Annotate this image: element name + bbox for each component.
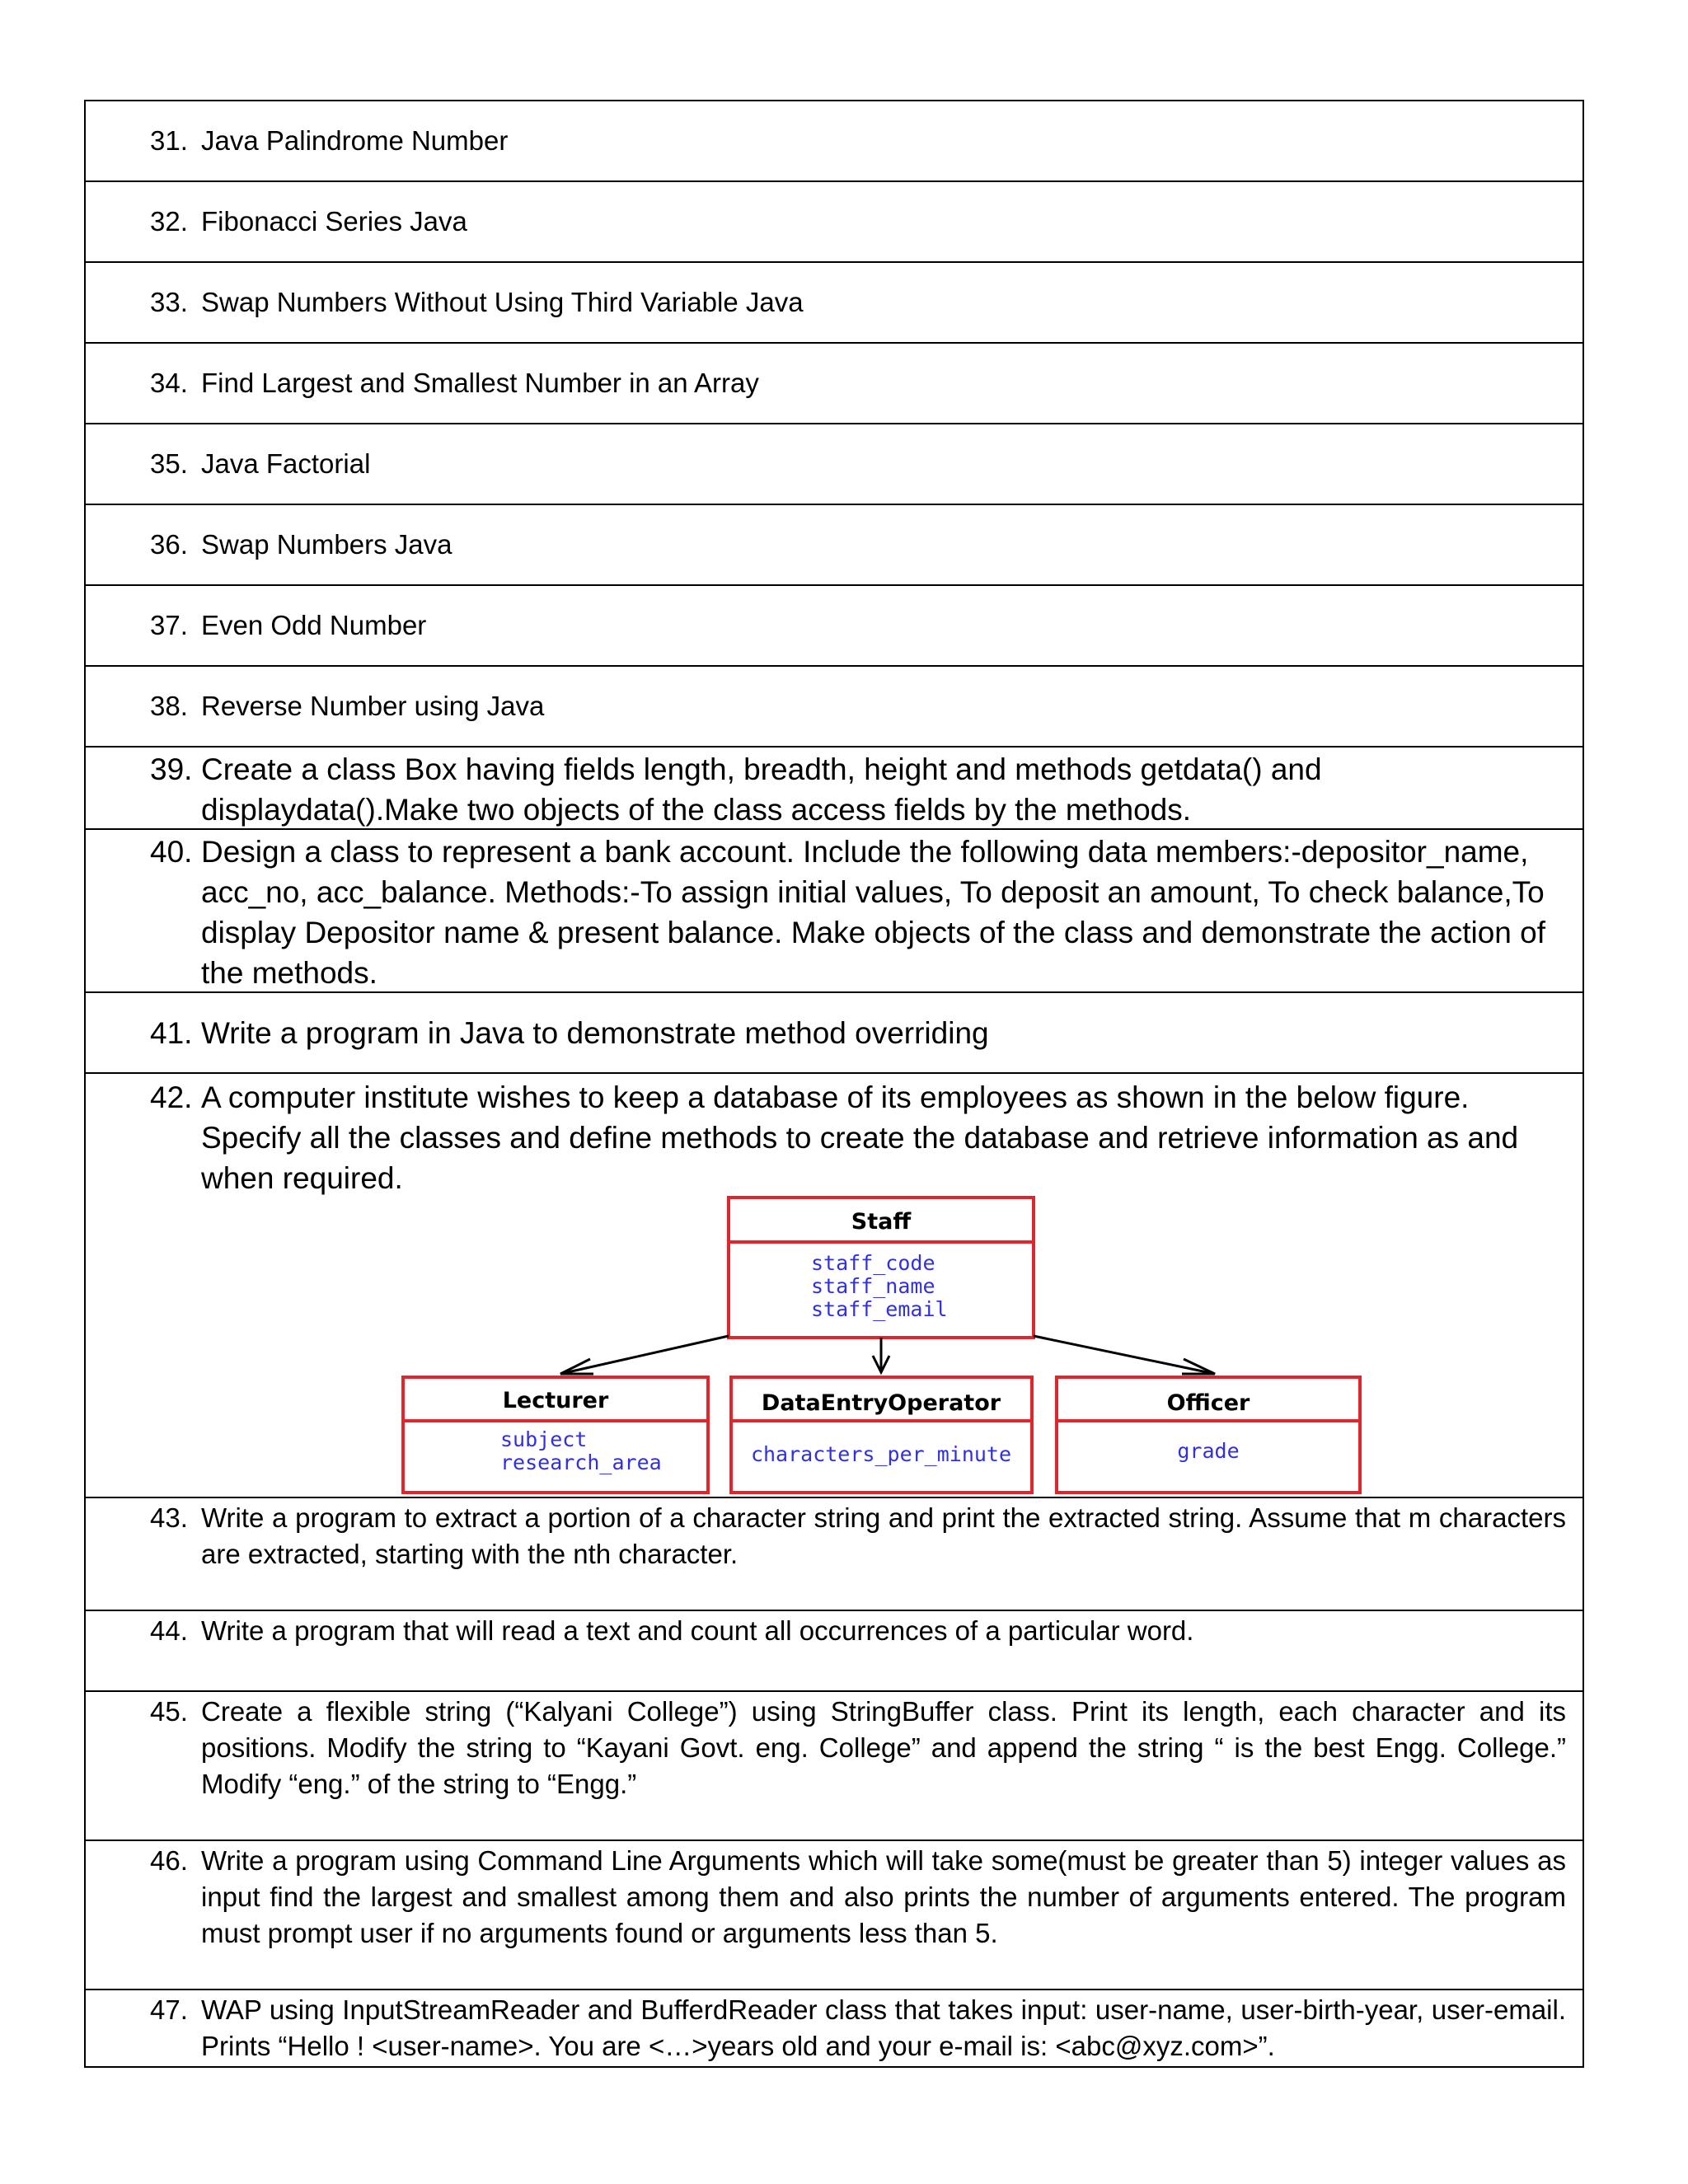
question-text: Find Largest and Smallest Number in an Array	[201, 368, 759, 398]
question-number: 33.	[150, 287, 188, 317]
question-text: Even Odd Number	[201, 610, 427, 640]
staff-attribute: staff_name	[811, 1274, 935, 1298]
question-text: Create a class Box having fields length, breadth, height and methods getdata() and displaydata().Make two objects of the class access fields by the methods.	[201, 752, 1322, 827]
staff-attribute: staff_email	[811, 1297, 948, 1321]
lecturer-inheritance-line	[560, 1336, 729, 1374]
question-row-38	[86, 667, 1582, 748]
question-number: 46.	[150, 1845, 188, 1876]
question-row-44	[86, 1611, 1582, 1692]
data-entry-operator-attribute: characters_per_minute	[750, 1442, 1012, 1466]
question-number: 35.	[150, 448, 188, 479]
officer-inheritance-line	[1034, 1336, 1215, 1374]
lecturer-attribute: subject	[500, 1427, 588, 1451]
question-number: 34.	[150, 368, 188, 398]
question-number: 45.	[150, 1696, 188, 1727]
question-row-42	[86, 1074, 1582, 1498]
question-text: Java Palindrome Number	[201, 125, 509, 156]
lecturer-attribute: research_area	[500, 1451, 662, 1474]
staff-class-title: Staff	[851, 1209, 912, 1235]
question-row-40	[86, 830, 1582, 993]
question-row-39	[86, 748, 1582, 830]
question-number: 36.	[150, 529, 188, 560]
question-number: 38.	[150, 691, 188, 721]
question-text: Java Factorial	[201, 448, 371, 479]
question-row-35	[86, 424, 1582, 505]
question-row-47	[86, 1990, 1582, 2066]
officer-attribute: grade	[1177, 1439, 1240, 1463]
staff-attribute: staff_code	[811, 1251, 935, 1275]
question-number: 42.	[150, 1080, 193, 1114]
question-row-32	[86, 182, 1582, 263]
employee-class-diagram	[86, 1074, 1582, 1497]
question-text: Reverse Number using Java	[201, 691, 545, 721]
officer-class-title: Officer	[1166, 1390, 1250, 1416]
question-number: 31.	[150, 125, 188, 156]
lecturer-class-title: Lecturer	[502, 1388, 609, 1413]
question-text: Write a program using Command Line Arguments which will take some(must be greater than 5) integer values as input find the largest and smallest among them and also prints the number of arguments entered. The program must prompt user if no arguments found or arguments less than 5.	[201, 1845, 1566, 1948]
question-text: WAP using InputStreamReader and BufferdReader class that takes input: user-name, user-birth-year, user-email. Prints “Hello ! <user-name>. You are <…>years old and your e-mail is: <abc@xyz.com>”.	[201, 1994, 1566, 2061]
question-row-36	[86, 505, 1582, 586]
question-table	[84, 100, 1584, 2068]
question-text: A computer institute wishes to keep a database of its employees as shown in the below figure. Specify all the classes and define methods to create the database and retrieve information as and when required.	[201, 1080, 1519, 1195]
question-text: Fibonacci Series Java	[201, 206, 467, 237]
question-row-45	[86, 1692, 1582, 1841]
question-text: Design a class to represent a bank account. Include the following data members:-depositor_name, acc_no, acc_balance. Methods:-To assign initial values, To deposit an amount, To check balance,To display Depositor name & present balance. Make objects of the class and demonstrate the action of the methods.	[201, 835, 1545, 990]
question-row-34	[86, 344, 1582, 424]
question-number: 47.	[150, 1994, 188, 2025]
question-text: Write a program that will read a text and count all occurrences of a particular word.	[201, 1615, 1194, 1646]
question-number: 44.	[150, 1615, 188, 1646]
question-number: 43.	[150, 1502, 188, 1533]
data-entry-operator-class-title: DataEntryOperator	[761, 1390, 1001, 1416]
question-text: Write a program to extract a portion of a character string and print the extracted string. Assume that m characters are extracted, starting with the nth character.	[201, 1502, 1566, 1569]
question-row-43	[86, 1498, 1582, 1611]
question-row-31	[86, 101, 1582, 182]
question-number: 40.	[150, 835, 193, 869]
question-number: 37.	[150, 610, 188, 640]
question-number: 39.	[150, 752, 193, 786]
question-text: Create a flexible string (“Kalyani College”) using StringBuffer class. Print its length, each character and its positions. Modify the string to “Kayani Govt. eng. College” and append the string “ is the best Engg. College.” Modify “eng.” of the string to “Engg.”	[201, 1696, 1566, 1799]
question-text: Write a program in Java to demonstrate method overriding	[201, 1016, 989, 1050]
question-row-37	[86, 586, 1582, 667]
question-text: Swap Numbers Without Using Third Variable Java	[201, 287, 804, 317]
question-row-46	[86, 1841, 1582, 1990]
question-row-33	[86, 263, 1582, 344]
question-text: Swap Numbers Java	[201, 529, 452, 560]
question-row-41	[86, 993, 1582, 1074]
question-number: 41.	[150, 1016, 193, 1050]
question-number: 32.	[150, 206, 188, 237]
